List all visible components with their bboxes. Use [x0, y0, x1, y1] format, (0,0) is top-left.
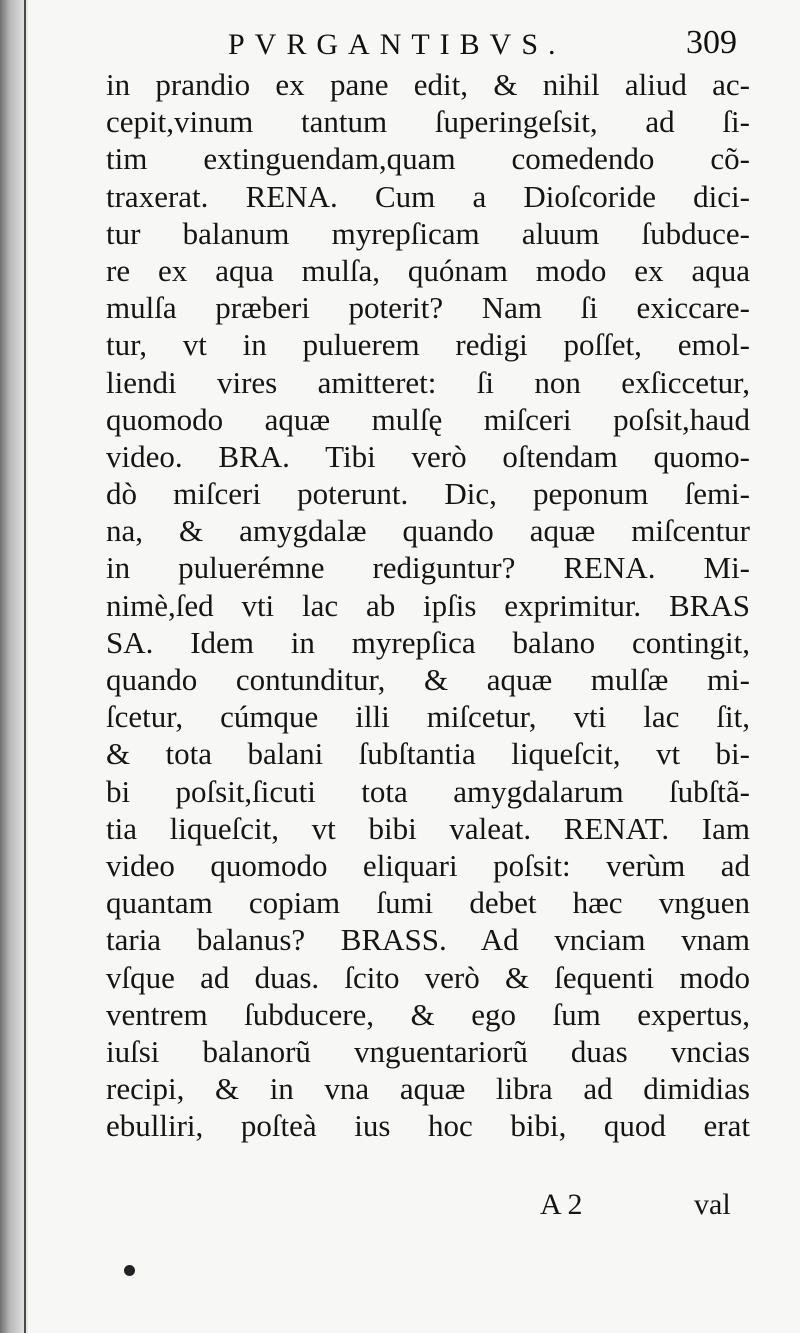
text-line: bi poſsit,ſicuti tota amygdalarum ſubſtã-	[106, 773, 750, 809]
text-line: tim extinguendam,quam comedendo cõ-	[106, 141, 750, 177]
text-line: quomodo aquæ mulſę miſceri poſsit,haud	[106, 401, 750, 437]
text-line: nimè,ſed vti lac ab ipſis exprimitur. BRAS	[106, 587, 750, 623]
text-line: tia liqueſcit, vt bibi valeat. RENAT. Iam	[106, 810, 750, 846]
signature-mark: A 2	[540, 1188, 583, 1221]
text-line: video. BRA. Tibi verò oſtendam quomo-	[106, 438, 750, 474]
text-line: ſcetur, cúmque illi miſcetur, vti lac ſit,	[106, 699, 750, 735]
text-line: in prandio ex pane edit, & nihil aliud ac-	[106, 67, 750, 102]
text-line: ventrem ſubducere, & ego ſum expertus,	[106, 996, 750, 1032]
page-header	[0, 22, 800, 72]
text-line: taria balanus? BRASS. Ad vnciam vnam	[106, 922, 750, 958]
text-line: na, & amygdalæ quando aquæ miſcentur	[106, 513, 750, 549]
binding-gutter	[0, 0, 28, 1333]
text-line: mulſa præberi poterit? Nam ſi exiccare-	[106, 290, 750, 326]
text-line: traxerat. RENA. Cum a Dioſcoride dici-	[106, 178, 750, 214]
catchword: val	[694, 1188, 731, 1221]
text-line: re ex aqua mulſa, quónam modo ex aqua	[106, 252, 750, 288]
gutter-edge-line	[24, 0, 26, 1333]
ink-blot	[124, 1265, 135, 1276]
text-line: iuſsi balanorũ vnguentariorũ duas vncias	[106, 1033, 750, 1069]
text-line: tur, vt in puluerem redigi poſſet, emol-	[106, 327, 750, 363]
page-number: 309	[686, 24, 737, 61]
text-line: SA. Idem in myrepſica balano contingit,	[106, 624, 750, 660]
body-text	[106, 66, 750, 1144]
text-line: quantam copiam ſumi debet hæc vnguen	[106, 885, 750, 921]
text-line: liendi vires amitteret: ſi non exſiccetur,	[106, 364, 750, 400]
text-line: & tota balani ſubſtantia liqueſcit, vt bi-	[106, 736, 750, 772]
text-line: recipi, & in vna aquæ libra ad dimidias	[106, 1071, 750, 1107]
text-line: dò miſceri poterunt. Dic, peponum ſemi-	[106, 476, 750, 512]
text-line: cepit,vinum tantum ſuperingeſsit, ad ſi-	[106, 104, 750, 140]
text-line: ebulliri, poſteà ius hoc bibi, quod erat	[106, 1108, 750, 1144]
text-line: quando contunditur, & aquæ mulſæ mi-	[106, 662, 750, 697]
text-line: tur balanum myrepſicam aluum ſubduce-	[106, 215, 750, 251]
text-line: video quomodo eliquari poſsit: verùm ad	[106, 847, 750, 883]
text-line: vſque ad duas. ſcito verò & ſequenti modo	[106, 959, 750, 995]
text-line: in puluerémne rediguntur? RENA. Mi-	[106, 550, 750, 586]
running-head: PVRGANTIBVS.	[228, 28, 566, 61]
